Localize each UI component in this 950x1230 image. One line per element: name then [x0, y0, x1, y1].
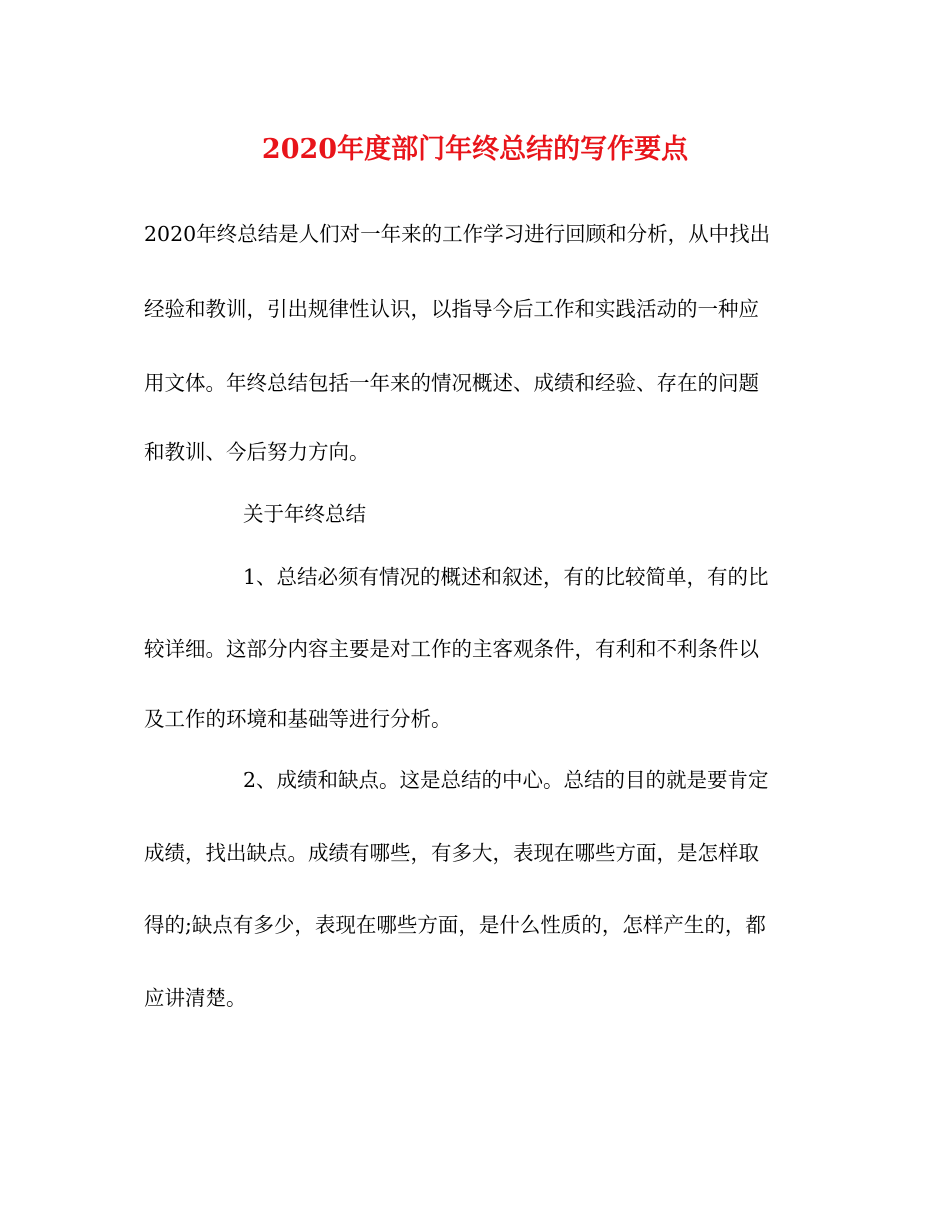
- intro-line-1: 2020年终总结是人们对一年来的工作学习进行回顾和分析，从中找出: [144, 222, 771, 246]
- document-title: 2020年度部门年终总结的写作要点: [261, 134, 689, 165]
- item2-line-4: 应讲清楚。: [144, 986, 247, 1010]
- item2-line-3: 得的;缺点有多少，表现在哪些方面，是什么性质的，怎样产生的，都: [144, 913, 766, 937]
- intro-line-2: 经验和教训，引出规律性认识，以指导今后工作和实践活动的一种应: [144, 297, 759, 321]
- section-heading: 关于年终总结: [243, 502, 366, 526]
- item2-line-1: 2、成绩和缺点。这是总结的中心。总结的目的就是要肯定: [243, 768, 769, 792]
- item1-line-2: 较详细。这部分内容主要是对工作的主客观条件，有利和不利条件以: [144, 637, 759, 661]
- intro-line-3: 用文体。年终总结包括一年来的情况概述、成绩和经验、存在的问题: [144, 371, 759, 395]
- intro-line-4: 和教训、今后努力方向。: [144, 440, 370, 464]
- item1-line-3: 及工作的环境和基础等进行分析。: [144, 707, 452, 731]
- item1-line-1: 1、总结必须有情况的概述和叙述，有的比较简单，有的比: [243, 565, 769, 589]
- item2-line-2: 成绩，找出缺点。成绩有哪些，有多大，表现在哪些方面，是怎样取: [144, 841, 759, 865]
